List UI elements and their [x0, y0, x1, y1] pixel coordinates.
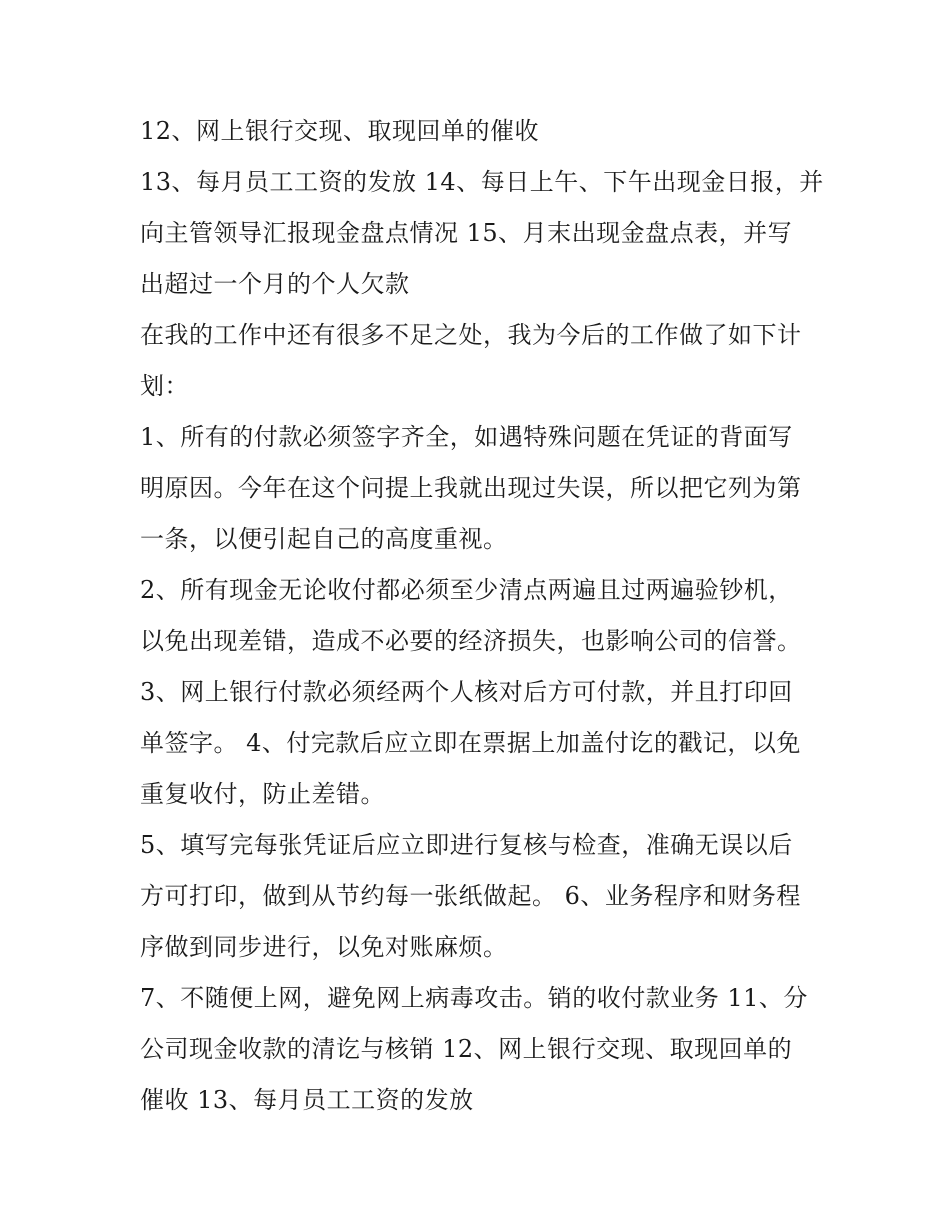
- text-line: 公司现金收款的清讫与核销 12、网上银行交现、取现回单的: [140, 1035, 793, 1063]
- text-line: 出超过一个月的个人欠款: [140, 270, 410, 298]
- text-line: 2、所有现金无论收付都必须至少清点两遍且过两遍验钞机，: [140, 576, 793, 604]
- text-line: 1、所有的付款必须签字齐全，如遇特殊问题在凭证的背面写: [140, 423, 793, 451]
- document-body: [140, 106, 824, 1126]
- text-line: 以免出现差错，造成不必要的经济损失，也影响公司的信誉。: [140, 627, 802, 655]
- text-line: 方可打印，做到从节约每一张纸做起。 6、业务程序和财务程: [140, 882, 801, 910]
- text-line: 3、网上银行付款必须经两个人核对后方可付款，并且打印回: [140, 678, 793, 706]
- text-line: 催收 13、每月员工工资的发放: [140, 1086, 474, 1114]
- text-line: 划：: [140, 372, 189, 400]
- text-line: 13、每月员工工资的发放 14、每日上午、下午出现金日报，并: [140, 168, 824, 196]
- text-line: 单签字。 4、付完款后应立即在票据上加盖付讫的戳记，以免: [140, 729, 801, 757]
- text-line: 12、网上银行交现、取现回单的催收: [140, 117, 540, 145]
- text-line: 序做到同步进行，以免对账麻烦。: [140, 933, 508, 961]
- text-line: 向主管领导汇报现金盘点情况 15、月末出现金盘点表，并写: [140, 219, 793, 247]
- text-line: 5、填写完每张凭证后应立即进行复核与检查，准确无误以后: [140, 831, 793, 859]
- text-line: 7、不随便上网，避免网上病毒攻击。销的收付款业务 11、分: [140, 984, 808, 1012]
- text-line: 在我的工作中还有很多不足之处，我为今后的工作做了如下计: [140, 321, 802, 349]
- text-line: 重复收付，防止差错。: [140, 780, 385, 808]
- text-line: 明原因。今年在这个问提上我就出现过失误，所以把它列为第: [140, 474, 802, 502]
- text-line: 一条，以便引起自己的高度重视。: [140, 525, 508, 553]
